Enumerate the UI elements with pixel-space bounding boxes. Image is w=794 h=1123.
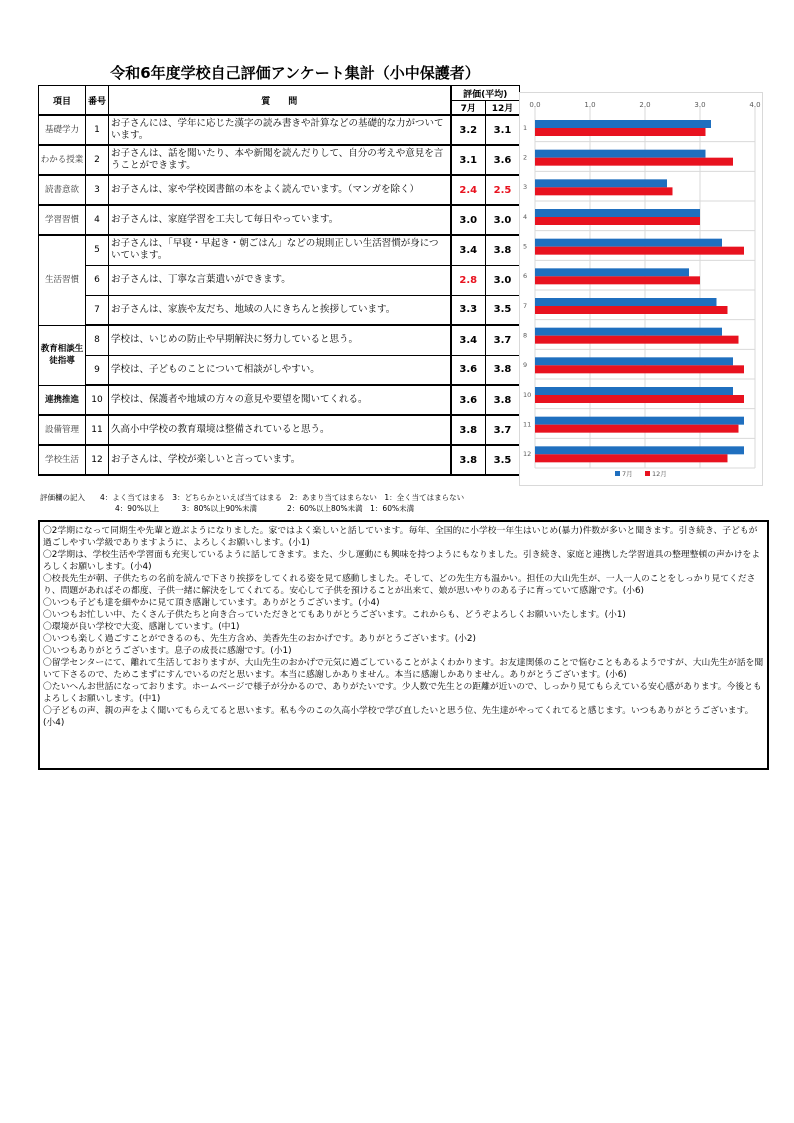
table-row <box>39 265 520 295</box>
comment: 〇子どもの声、親の声をよく聞いてもらえてると思います。私も今のこの久高小学校で学び直したいと思う位、先生達がやってくれてると感じます。いつもありがとうございます。(小4) <box>43 706 754 728</box>
category-label: 1 <box>523 123 528 132</box>
question-cell: お子さんは、家族や友だち、地域の人にきちんと挨拶しています。 <box>109 295 451 325</box>
category-label: 3 <box>523 183 528 192</box>
number-cell: 11 <box>86 415 109 445</box>
legend-label: 12月 <box>652 470 667 478</box>
bar-jul <box>535 179 667 187</box>
table-row <box>39 295 520 325</box>
legend-note-line: 評価欄の記入 4：よく当てはまる 3：どちらかといえば当てはまる 2：あまり当てはまらない 1：全く当てはまらない <box>40 493 465 502</box>
jul-value: 3.6 <box>451 385 486 415</box>
category-label: 8 <box>523 331 528 340</box>
category-label: 9 <box>523 361 528 370</box>
jul-value: 2.4 <box>451 175 486 205</box>
category-label: 6 <box>523 272 528 281</box>
bar-jul <box>535 328 722 336</box>
comment: 〇いつも子ども達を細やかに見て頂き感謝しています。ありがとうございます。(小4) <box>43 598 380 608</box>
dec-value: 3.7 <box>486 325 520 355</box>
bar-dec <box>535 276 700 284</box>
category-cell: 学校生活 <box>39 445 86 475</box>
table-row <box>39 445 520 475</box>
rating-legend-note <box>40 492 464 514</box>
x-tick-label: 3.0 <box>694 101 706 109</box>
legend-label: 7月 <box>622 470 633 478</box>
bar-dec <box>535 395 744 403</box>
category-label: 12 <box>523 450 532 459</box>
comment: 〇いつもありがとうございます。息子の成長に感謝です。(小1) <box>43 646 292 656</box>
header-rating: 評価(平均) <box>451 86 520 101</box>
table-row <box>39 205 520 235</box>
comment: 〇留学センターにて、離れて生活しておりますが、大山先生のおかげで元気に過ごしていることがよくわかります。お友達関係のことで悩むこともあるようですが、大山先生が話を聞いて下さるので、ためこまずにすんでいるのだと思います。本当に感謝しかありません。本当に感謝しかありません。ありがとうございます。(小6) <box>43 658 764 680</box>
bar-jul <box>535 209 700 217</box>
bar-jul <box>535 239 722 247</box>
jul-value: 3.3 <box>451 295 486 325</box>
page-title: 令和6年度学校自己評価アンケート集計（小中保護者） <box>110 64 480 82</box>
comment: 〇いつもお忙しい中、たくさん子供たちと向き合っていただきとてもありがとうございます。これからも、どうぞよろしくお願いいたします。(小1) <box>43 610 626 620</box>
question-cell: お子さんは、話を聞いたり、本や新聞を読んだりして、自分の考えや意見を言うことができます。 <box>109 145 451 175</box>
bar-jul <box>535 120 711 128</box>
category-cell: 学習習慣 <box>39 205 86 235</box>
number-cell: 6 <box>86 265 109 295</box>
bar-dec <box>535 365 744 373</box>
category-cell: 教育相談生徒指導 <box>39 325 86 385</box>
bar-jul <box>535 268 689 276</box>
x-tick-label: 4.0 <box>749 101 761 109</box>
dec-value: 3.0 <box>486 205 520 235</box>
question-cell: お子さんは、「早寝・早起き・朝ごはん」などの規則正しい生活習慣が身についています。 <box>109 235 451 265</box>
comments-box <box>38 520 769 770</box>
number-cell: 5 <box>86 235 109 265</box>
bar-dec <box>535 336 739 344</box>
bar-dec <box>535 128 706 136</box>
question-cell: お子さんには、学年に応じた漢字の読み書きや計算などの基礎的な力がついています。 <box>109 115 451 145</box>
bar-dec <box>535 306 728 314</box>
category-cell: わかる授業 <box>39 145 86 175</box>
category-cell: 設備管理 <box>39 415 86 445</box>
question-cell: お子さんは、丁寧な言葉遣いができます。 <box>109 265 451 295</box>
category-cell: 生活習慣 <box>39 235 86 325</box>
jul-value: 3.4 <box>451 325 486 355</box>
bar-jul <box>535 446 744 454</box>
table-row <box>39 145 520 175</box>
header-question: 質 問 <box>109 86 451 116</box>
category-label: 10 <box>523 390 532 399</box>
dec-value: 3.5 <box>486 295 520 325</box>
question-cell: お子さんは、学校が楽しいと言っています。 <box>109 445 451 475</box>
table-row <box>39 385 520 415</box>
bar-dec <box>535 158 733 166</box>
table-row <box>39 235 520 265</box>
bar-jul <box>535 150 706 158</box>
table-row <box>39 175 520 205</box>
dec-value: 3.1 <box>486 115 520 145</box>
question-cell: お子さんは、家や学校図書館の本をよく読んでいます。（マンガを除く） <box>109 175 451 205</box>
jul-value: 3.1 <box>451 145 486 175</box>
header-jul: 7月 <box>451 101 486 116</box>
number-cell: 2 <box>86 145 109 175</box>
comment: 〇たいへんお世話になっております。ホームページで様子が分かるので、ありがたいです。少人数で先生との距離が近いので、しっかり見てもらえている安心感があります。今後ともよろしくお願いします。(中1) <box>43 682 762 704</box>
number-cell: 4 <box>86 205 109 235</box>
bar-jul <box>535 417 744 425</box>
bar-dec <box>535 217 700 225</box>
jul-value: 2.8 <box>451 265 486 295</box>
number-cell: 1 <box>86 115 109 145</box>
x-tick-label: 0.0 <box>529 101 541 109</box>
x-tick-label: 1.0 <box>584 101 596 109</box>
jul-value: 3.8 <box>451 445 486 475</box>
category-label: 5 <box>523 242 528 251</box>
question-cell: お子さんは、家庭学習を工夫して毎日やっています。 <box>109 205 451 235</box>
header-dec: 12月 <box>486 101 520 116</box>
dec-value: 2.5 <box>486 175 520 205</box>
number-cell: 8 <box>86 325 109 355</box>
bar-jul <box>535 387 733 395</box>
question-cell: 久高小中学校の教育環境は整備されていると思う。 <box>109 415 451 445</box>
jul-value: 3.2 <box>451 115 486 145</box>
category-cell: 読書意欲 <box>39 175 86 205</box>
comment: 〇いつも楽しく過ごすことができるのも、先生方含め、美香先生のおかげです。ありがとうございます。(小2) <box>43 634 476 644</box>
comment: 〇校長先生が朝、子供たちの名前を読んで下さり挨拶をしてくれる姿を見て感動しました。そして、どの先生方も温かい。担任の大山先生が、一人一人のことをしっかり見てくださり、問題があればその都度、子供一緒に解決をしてくれてる。安心して子供を預けることが出来て、娘が思いやりのある子に育っていて感謝です。(小6) <box>43 574 756 596</box>
dec-value: 3.8 <box>486 385 520 415</box>
bar-jul <box>535 357 733 365</box>
header-number: 番号 <box>86 86 109 116</box>
jul-value: 3.4 <box>451 235 486 265</box>
legend-note-line: 4：90%以上 3：80%以上90%未満 2：60%以上80%未満 1：60%未満 <box>40 504 415 513</box>
number-cell: 7 <box>86 295 109 325</box>
x-tick-label: 2.0 <box>639 101 651 109</box>
jul-value: 3.8 <box>451 415 486 445</box>
question-cell: 学校は、保護者や地域の方々の意見や要望を聞いてくれる。 <box>109 385 451 415</box>
comment: 〇2学期になって同期生や先輩と遊ぶようになりました。家ではよく楽しいと話しています。毎年、全国的に小学校一年生はいじめ(暴力)件数が多いと聞きます。引き続き、子どもが過ごしやすい学級でありますように、よろしくお願いします。(小1) <box>43 526 758 548</box>
dec-value: 3.7 <box>486 415 520 445</box>
comment: 〇2学期は、学校生活や学習面も充実しているように話してきます。また、少し運動にも興味を持つようにもなりました。引き続き、家庭と連携した学習道具の整理整頓の声かけをよろしくお願いします。(小4) <box>43 550 761 572</box>
dec-value: 3.6 <box>486 145 520 175</box>
table-row <box>39 115 520 145</box>
dec-value: 3.5 <box>486 445 520 475</box>
number-cell: 12 <box>86 445 109 475</box>
dec-value: 3.8 <box>486 355 520 385</box>
table-header-row <box>39 86 520 101</box>
bar-dec <box>535 425 739 433</box>
question-cell: 学校は、子どものことについて相談がしやすい。 <box>109 355 451 385</box>
category-label: 2 <box>523 153 528 162</box>
question-cell: 学校は、いじめの防止や早期解決に努力していると思う。 <box>109 325 451 355</box>
jul-value: 3.6 <box>451 355 486 385</box>
dec-value: 3.8 <box>486 235 520 265</box>
legend-swatch <box>615 471 620 476</box>
table-row <box>39 415 520 445</box>
bar-dec <box>535 247 744 255</box>
survey-table <box>38 85 520 476</box>
comment: 〇環境が良い学校で大変、感謝しています。(中1) <box>43 622 240 632</box>
legend-swatch <box>645 471 650 476</box>
header-category: 項目 <box>39 86 86 116</box>
table-row <box>39 355 520 385</box>
dec-value: 3.0 <box>486 265 520 295</box>
bar-dec <box>535 187 673 195</box>
number-cell: 10 <box>86 385 109 415</box>
table-row <box>39 325 520 355</box>
number-cell: 9 <box>86 355 109 385</box>
jul-value: 3.0 <box>451 205 486 235</box>
category-label: 11 <box>523 420 532 429</box>
category-label: 7 <box>523 301 528 310</box>
category-cell: 基礎学力 <box>39 115 86 145</box>
rating-bar-chart <box>519 92 763 486</box>
category-label: 4 <box>523 212 528 221</box>
category-cell: 連携推進 <box>39 385 86 415</box>
bar-jul <box>535 298 717 306</box>
number-cell: 3 <box>86 175 109 205</box>
bar-dec <box>535 454 728 462</box>
